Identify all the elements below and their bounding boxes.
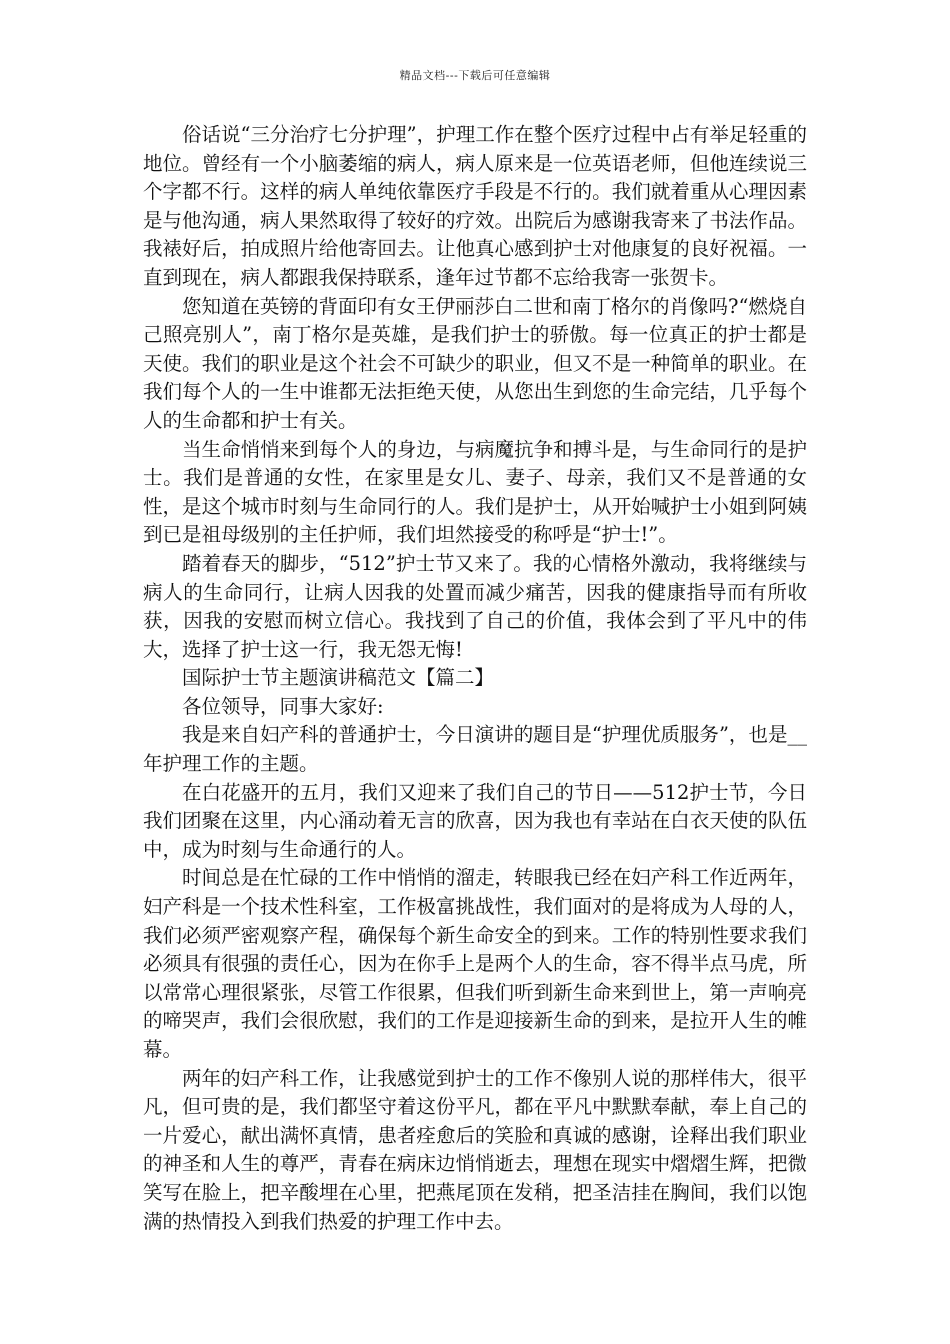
paragraph-3: 当生命悄悄来到每个人的身边，与病魔抗争和搏斗是，与生命同行的是护士。我们是普通的女性，在家里是女儿、妻子、母亲，我们又不是普通的女性，是这个城市时刻与生命同行的人。我们是护士，从开始喊护士小姐到阿姨到已是祖母级别的主任护师，我们坦然接受的称呼是“护士!”。 xyxy=(143,437,807,547)
paragraph-8: 两年的妇产科工作，让我感觉到护士的工作不像别人说的那样伟大，很平凡，但可贵的是，我们都坚守着这份平凡，都在平凡中默默奉献，奉上自己的一片爱心，献出满怀真情，患者痊愈后的笑脸和真诚的感谢，诠释出我们职业的神圣和人生的尊严，青春在病床边悄悄逝去，理想在现实中熠熠生辉，把微笑写在脸上，把辛酸埋在心里，把燕尾顶在发稍，把圣洁挂在胸间，我们以饱满的热情投入到我们热爱的护理工作中去。 xyxy=(143,1066,807,1233)
paragraph-4: 踏着春天的脚步，“512”护士节又来了。我的心情格外激动，我将继续与病人的生命同行，让病人因我的处置而减少痛苦，因我的健康指导而有所收获，因我的安慰而树立信心。我找到了自己的价值，我体会到了平凡中的伟大，选择了护士这一行，我无怨无悔! xyxy=(143,551,807,661)
paragraph-2: 您知道在英镑的背面印有女王伊丽莎白二世和南丁格尔的肖像吗?“燃烧自己照亮别人”，南丁格尔是英雄，是我们护士的骄傲。每一位真正的护士都是天使。我们的职业是这个社会不可缺少的职业，但又不是一种简单的职业。在我们每个人的一生中谁都无法拒绝天使，从您出生到您的生命完结，几乎每个人的生命都和护士有关。 xyxy=(143,294,807,432)
paragraph-5: 我是来自妇产科的普通护士，今日演讲的题目是“护理优质服务”，也是__年护理工作的主题。 xyxy=(143,723,807,776)
greeting: 各位领导，同事大家好: xyxy=(182,694,384,718)
paragraph-1: 俗话说“三分治疗七分护理”，护理工作在整个医疗过程中占有举足轻重的地位。曾经有一个小脑萎缩的病人，病人原来是一位英语老师，但他连续说三个字都不行。这样的病人单纯依靠医疗手段是不行的。我们就着重从心理因素是与他沟通，病人果然取得了较好的疗效。出院后为感谢我寄来了书法作品。我裱好后，拍成照片给他寄回去。让他真心感到护士对他康复的良好祝福。一直到现在，病人都跟我保持联系，逢年过节都不忘给我寄一张贺卡。 xyxy=(143,123,807,289)
page-header: 精品文档---下载后可任意编辑 xyxy=(399,69,551,82)
body-text xyxy=(143,121,807,1236)
section-heading: 国际护士节主题演讲稿范文【篇二】 xyxy=(182,666,495,690)
paragraph-7: 时间总是在忙碌的工作中悄悄的溜走，转眼我已经在妇产科工作近两年，妇产科是一个技术性科室，工作极富挑战性，我们面对的是将成为人母的人，我们必须严密观察产程，确保每个新生命安全的到来。工作的特别性要求我们必须具有很强的责任心，因为在你手上是两个人的生命，容不得半点马虎，所以常常心理很紧张，尽管工作很累，但我们听到新生命来到世上，第一声响亮的啼哭声，我们会很欣慰，我们的工作是迎接新生命的到来，是拉开人生的帷幕。 xyxy=(143,866,807,1061)
paragraph-6: 在白花盛开的五月，我们又迎来了我们自己的节日——512护士节，今日我们团聚在这里，内心涌动着无言的欣喜，因为我也有幸站在白衣天使的队伍中，成为时刻与生命通行的人。 xyxy=(143,780,807,861)
